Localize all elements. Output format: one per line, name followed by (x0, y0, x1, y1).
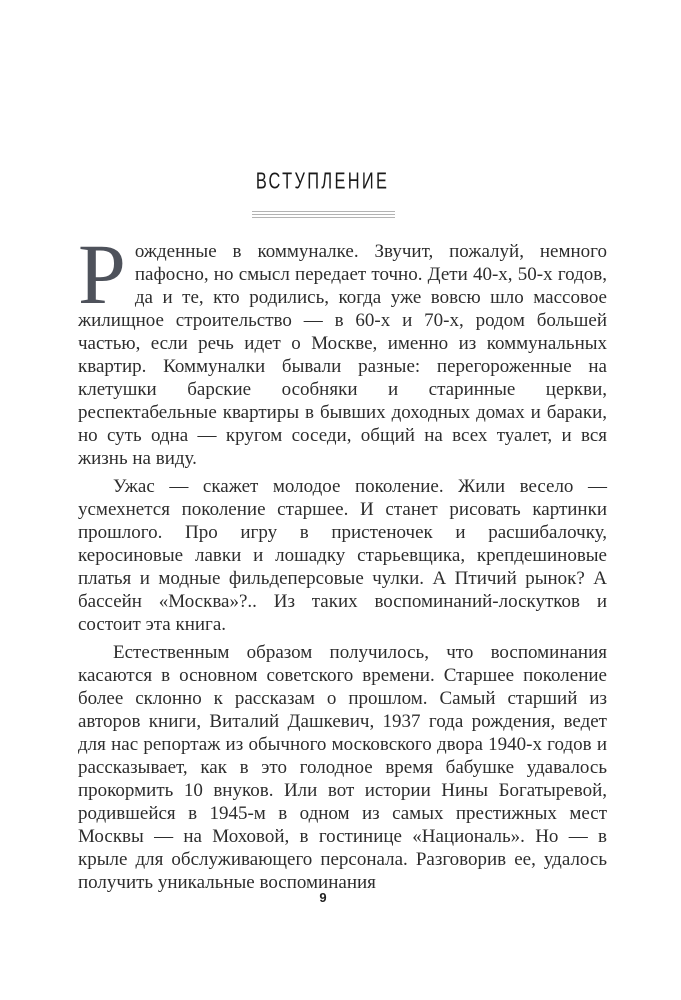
divider-rule (252, 217, 395, 218)
paragraph-first (78, 226, 607, 470)
paragraph-second: Ужас — скажет молодое поколение. Жили весело — усмехнется поколение старшее. И станет рисовать картинки прошлого. Про игру в пристеночек и расшибалочку, керосиновые лавки и лошадку старьевщика, крепдешиновые платья и модные фильдеперсовые чулки. А Птичий рынок? А бассейн «Москва»?.. Из таких воспоминаний-лоскутков и состоит эта книга. (78, 476, 607, 635)
chapter-title: ВСТУПЛЕНИЕ (256, 168, 390, 195)
paragraph-first-text: ожденные в коммуналке. Звучит, пожалуй, немного пафосно, но смысл передает точно. Дети 40-х, 50-х годов, да и те, кто родились, когда уже вовсю шло массовое жилищное строительство — в 60-х и 70-х, родом большей частью, если речь идет о Москве, именно из коммунальных квартир. Коммуналки бывали разные: перегороженные на клетушки барские особняки и старинные церкви, респектабельные квартиры в бывших доходных домах и бараки, но суть одна — кругом соседи, общий на всех туалет, и вся жизнь на виду. (78, 241, 607, 469)
body-text (78, 226, 607, 899)
paragraph-third: Естественным образом получилось, что воспоминания касаются в основном советского времени. Старшее поколение более склонно к рассказам о прошлом. Самый старший из авторов книги, Виталий Дашкевич, 1937 года рождения, ведет для нас репортаж из обычного московского двора 1940-х годов и рассказывает, как в это голодное время бабушке удавалось прокормить 10 внуков. Или вот истории Нины Богатыревой, родившейся в 1945-м в одном из самых престижных мест Москвы — на Моховой, в гостинице «Националь». Но — в крыле для обслуживающего персонала. Разговорив ее, удалось получить уникальные воспоминания (78, 642, 607, 893)
divider-rule (252, 211, 395, 212)
page-number: 9 (319, 890, 327, 905)
divider-rule (252, 214, 395, 215)
chapter-title-wrap (0, 170, 646, 194)
title-divider (252, 211, 395, 218)
drop-cap-letter: Р (78, 226, 126, 322)
